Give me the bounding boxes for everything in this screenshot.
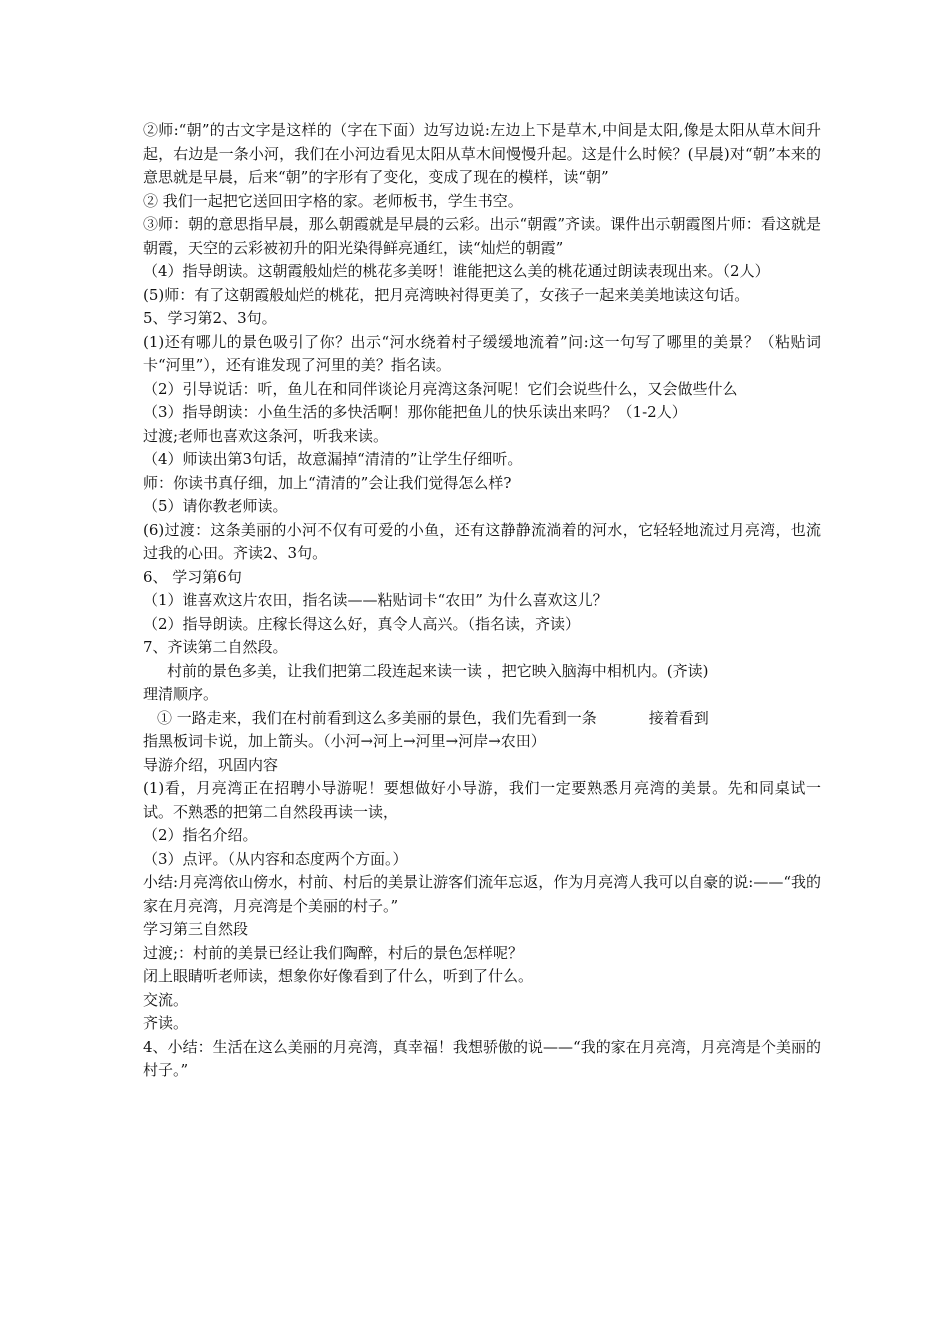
- paragraph: （2）指导朗读。庄稼长得这么好，真令人高兴。（指名读，齐读）: [143, 614, 581, 633]
- section-heading: 7、齐读第二自然段。: [143, 638, 288, 656]
- paragraph: [143, 707, 821, 731]
- sentence-end: 接着看到: [648, 708, 709, 727]
- paragraph: （4）指导朗读。这朝霞般灿烂的桃花多美呀！谁能把这么美的桃花通过朗读表现出来。（2人）: [143, 262, 770, 280]
- paragraph: （3）点评。（从内容和态度两个方面。）: [143, 849, 408, 868]
- paragraph: 齐读。: [143, 1014, 189, 1032]
- paragraph: （2）引导说话：听，鱼儿在和同伴谈论月亮湾这条河呢！它们会说些什么，又会做些什么: [143, 379, 738, 398]
- paragraph: 4、小结：生活在这么美丽的月亮湾，真幸福！我想骄傲的说——“我的家在月亮湾，月亮湾是个美丽的村子。”: [143, 1037, 821, 1079]
- document-body: [143, 119, 821, 1083]
- paragraph: ③师：朝的意思指早晨，那么朝霞就是早晨的云彩。出示“朝霞”齐读。课件出示朝霞图片师：看这就是朝霞，天空的云彩被初升的阳光染得鲜亮通红，读“灿烂的朝霞”: [143, 215, 821, 257]
- section-heading: 学习第三自然段: [143, 920, 249, 938]
- paragraph: 指黑板词卡说，加上箭头。（小河→河上→河里→河岸→农田）: [143, 732, 546, 750]
- paragraph: 理清顺序。: [143, 685, 219, 703]
- paragraph: 交流。: [143, 990, 189, 1009]
- paragraph: ② 我们一起把它送回田字格的家。老师板书，学生书空。: [143, 191, 523, 210]
- paragraph: 村前的景色多美，让我们把第二段连起来读一读 ，把它映入脑海中相机内。(齐读): [167, 661, 709, 680]
- paragraph: 过渡;：村前的美景已经让我们陶醉，村后的景色怎样呢？: [143, 943, 524, 962]
- paragraph: （5）请你教老师读。: [143, 497, 288, 515]
- paragraph: ②师:“朝”的古文字是这样的（字在下面）边写边说:左边上下是草木,中间是太阳,像是太阳从草木间升起，右边是一条小河，我们在小河边看见太阳从草木间慢慢升起。这是什么时候？(早晨)对“朝”本来的意思就是早晨，后来“朝”的字形有了变化，变成了现在的模样，读“朝”: [143, 121, 821, 186]
- paragraph: 师：你读书真仔细，加上“清清的”会让我们觉得怎么样?: [143, 473, 512, 492]
- section-heading: 导游介绍，巩固内容: [143, 755, 279, 774]
- paragraph: (1)看，月亮湾正在招聘小导游呢！要想做好小导游，我们一定要熟悉月亮湾的美景。先和同桌试一试。不熟悉的把第二自然段再读一读，: [143, 779, 821, 821]
- paragraph: 过渡;老师也喜欢这条河，听我来读。: [143, 426, 389, 445]
- paragraph: （4）师读出第3句话，故意漏掉“清清的”让学生仔细听。: [143, 450, 523, 468]
- paragraph: (1)还有哪儿的景色吸引了你？出示“河水绕着村子缓缓地流着”问:这一句写了哪里的美景？（粘贴词卡“河里”），还有谁发现了河里的美？指名读。: [143, 332, 821, 374]
- paragraph: （2）指名介绍。: [143, 826, 258, 844]
- paragraph: (6)过渡：这条美丽的小河不仅有可爱的小鱼，还有这静静流淌着的河水，它轻轻地流过月亮湾，也流过我的心田。齐读2、3句。: [143, 520, 821, 562]
- paragraph: 小结:月亮湾依山傍水，村前、村后的美景让游客们流年忘返，作为月亮湾人我可以自豪的说:——“我的家在月亮湾，月亮湾是个美丽的村子。”: [143, 873, 821, 915]
- paragraph: 闭上眼睛听老师读，想象你好像看到了什么，听到了什么。: [143, 967, 534, 985]
- paragraph: (5)师：有了这朝霞般灿烂的桃花，把月亮湾映衬得更美了，女孩子一起来美美地读这句话。: [143, 285, 750, 304]
- paragraph: （3）指导朗读：小鱼生活的多快活啊！那你能把鱼儿的快乐读出来吗？（1-2人）: [143, 403, 687, 421]
- sentence-start: ① 一路走来，我们在村前看到这么多美丽的景色，我们先看到一条: [157, 708, 597, 727]
- paragraph: （1）谁喜欢这片农田，指名读——粘贴词卡“农田” 为什么喜欢这儿？: [143, 591, 608, 609]
- section-heading: 5、学习第2、3句。: [143, 309, 277, 327]
- section-heading: 6、 学习第6句: [143, 567, 242, 586]
